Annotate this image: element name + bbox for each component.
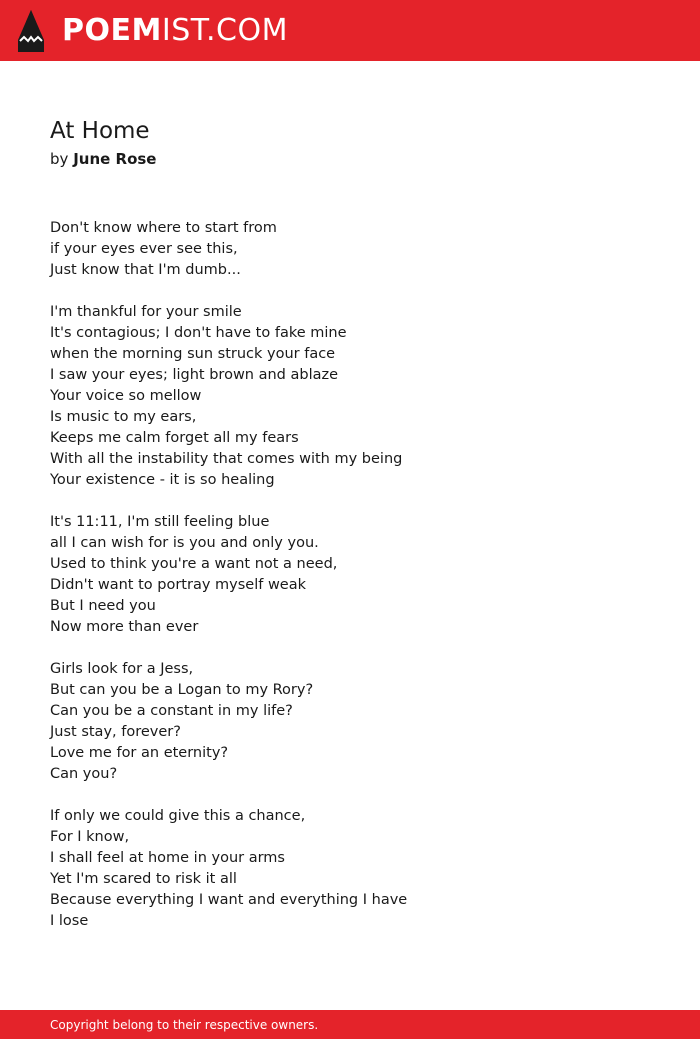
- poem-line: Your voice so mellow: [50, 388, 202, 404]
- site-logo-text[interactable]: [62, 12, 288, 50]
- poem-line: I lose: [50, 913, 89, 929]
- poem-line: Love me for an eternity?: [50, 745, 229, 761]
- copyright-notice: Copyright belong to their respective owners.: [50, 1018, 319, 1032]
- by-label: by: [50, 150, 69, 168]
- stanza-gap: [50, 281, 650, 302]
- poem-line: Now more than ever: [50, 619, 199, 635]
- brand-light: IST.COM: [161, 13, 288, 48]
- poem-line: Can you be a constant in my life?: [50, 703, 293, 719]
- poem-line: Your existence - it is so healing: [50, 472, 275, 488]
- poem-line: But I need you: [50, 598, 156, 614]
- poem-line: With all the instability that comes with my being: [50, 451, 403, 467]
- poem-line: Just stay, forever?: [50, 724, 181, 740]
- poem-line: Can you?: [50, 766, 118, 782]
- poem-line: Used to think you're a want not a need,: [50, 556, 338, 572]
- poem-line: Keeps me calm forget all my fears: [50, 430, 299, 446]
- poem-line: Don't know where to start from: [50, 220, 277, 236]
- poem-line: I shall feel at home in your arms: [50, 850, 285, 866]
- poem-line: It's 11:11, I'm still feeling blue: [50, 514, 270, 530]
- stanza-gap: [50, 638, 650, 659]
- poem-title: At Home: [50, 118, 150, 144]
- poem-line: Didn't want to portray myself weak: [50, 577, 307, 593]
- poem-line: But can you be a Logan to my Rory?: [50, 682, 314, 698]
- poem-line: Yet I'm scared to risk it all: [50, 871, 237, 887]
- poem-body: [50, 218, 650, 932]
- poem-line: if your eyes ever see this,: [50, 241, 238, 257]
- poem-line: I'm thankful for your smile: [50, 304, 242, 320]
- poem-line: I saw your eyes; light brown and ablaze: [50, 367, 339, 383]
- stanza-gap: [50, 491, 650, 512]
- stanza-gap: [50, 785, 650, 806]
- poem-line: For I know,: [50, 829, 130, 845]
- poem-line: when the morning sun struck your face: [50, 346, 336, 362]
- poem-line: Just know that I'm dumb...: [50, 262, 241, 278]
- poem-author: June Rose: [73, 150, 157, 168]
- site-footer: [0, 1010, 700, 1039]
- poem-line: all I can wish for is you and only you.: [50, 535, 319, 551]
- poem-line: If only we could give this a chance,: [50, 808, 306, 824]
- brand-bold: POEM: [62, 13, 162, 48]
- poem-line: Is music to my ears,: [50, 409, 197, 425]
- poem-byline: [50, 148, 156, 170]
- poem-line: Girls look for a Jess,: [50, 661, 194, 677]
- pencil-tip-icon[interactable]: [18, 10, 44, 52]
- site-header: [0, 0, 700, 61]
- poem-line: Because everything I want and everything I have: [50, 892, 408, 908]
- poem-line: It's contagious; I don't have to fake mine: [50, 325, 347, 341]
